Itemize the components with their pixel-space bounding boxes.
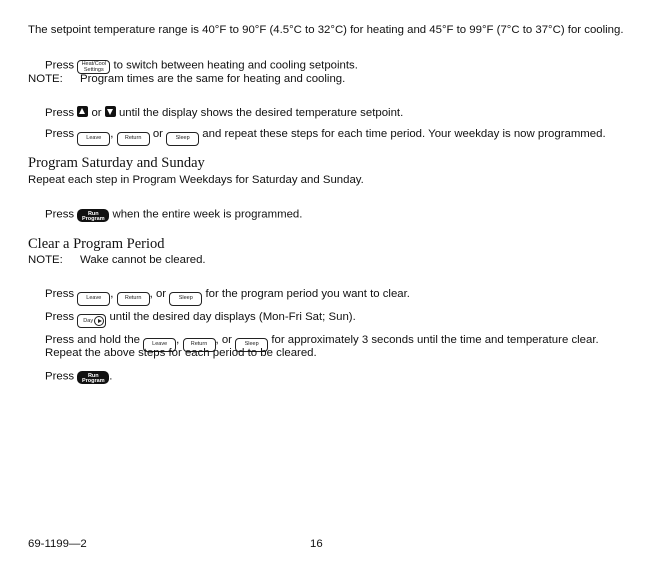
step-hold: Press and hold the Leave , Return , or Sleep for approximately 3 seconds until the time and temperature clear. bbox=[45, 333, 599, 350]
run-program-button: Run Program bbox=[77, 209, 109, 222]
doc-number: 69-1199—2 bbox=[28, 538, 87, 550]
run-program-button: Run Program bbox=[77, 371, 109, 384]
step-repeat: Press Leave , Return or Sleep and repeat these steps for each time period. Your weekday is now programmed. bbox=[45, 127, 606, 144]
return-button: Return bbox=[117, 132, 150, 146]
return-button: Return bbox=[117, 292, 150, 306]
step-clear: Press Leave , Return , or Sleep for the program period you want to clear. bbox=[45, 287, 410, 304]
step-day: Press Day until the desired day displays (Mon-Fri Sat; Sun). bbox=[45, 310, 356, 326]
step-switch-setpoints: Press Heat/Cool Settings to switch between heating and cooling setpoints. bbox=[45, 59, 358, 73]
sleep-button: Sleep bbox=[166, 132, 199, 146]
step-hold-repeat: Repeat the above steps for each period to be cleared. bbox=[45, 347, 317, 359]
return-button: Return bbox=[183, 338, 216, 352]
up-arrow-icon bbox=[77, 106, 88, 117]
note-program-times: NOTE: Program times are the same for heating and cooling. bbox=[28, 73, 346, 85]
sleep-button: Sleep bbox=[169, 292, 202, 306]
sleep-button: Sleep bbox=[235, 338, 268, 352]
step-arrows: Press or until the display shows the desired temperature setpoint. bbox=[45, 107, 404, 119]
day-button: Day bbox=[77, 314, 106, 328]
note-wake: NOTE: Wake cannot be cleared. bbox=[28, 254, 206, 266]
weekend-text: Repeat each step in Program Weekdays for Saturday and Sunday. bbox=[28, 174, 364, 186]
step-final-run: Press Run Program . bbox=[45, 370, 113, 384]
play-icon bbox=[94, 316, 104, 326]
leave-button: Leave bbox=[77, 132, 110, 146]
down-arrow-icon bbox=[105, 106, 116, 117]
page-number: 16 bbox=[310, 538, 323, 550]
heading-clear-period: Clear a Program Period bbox=[28, 236, 165, 252]
heat-cool-settings-button: Heat/Cool Settings bbox=[77, 60, 110, 74]
leave-button: Leave bbox=[143, 338, 176, 352]
heading-program-weekend: Program Saturday and Sunday bbox=[28, 155, 205, 171]
setpoint-range-text: The setpoint temperature range is 40°F to 90°F (4.5°C to 32°C) for heating and 45°F to 99°F (7°C to 37°C) for cooling. bbox=[28, 24, 624, 36]
leave-button: Leave bbox=[77, 292, 110, 306]
step-run-program: Press Run Program when the entire week is programmed. bbox=[45, 208, 303, 222]
